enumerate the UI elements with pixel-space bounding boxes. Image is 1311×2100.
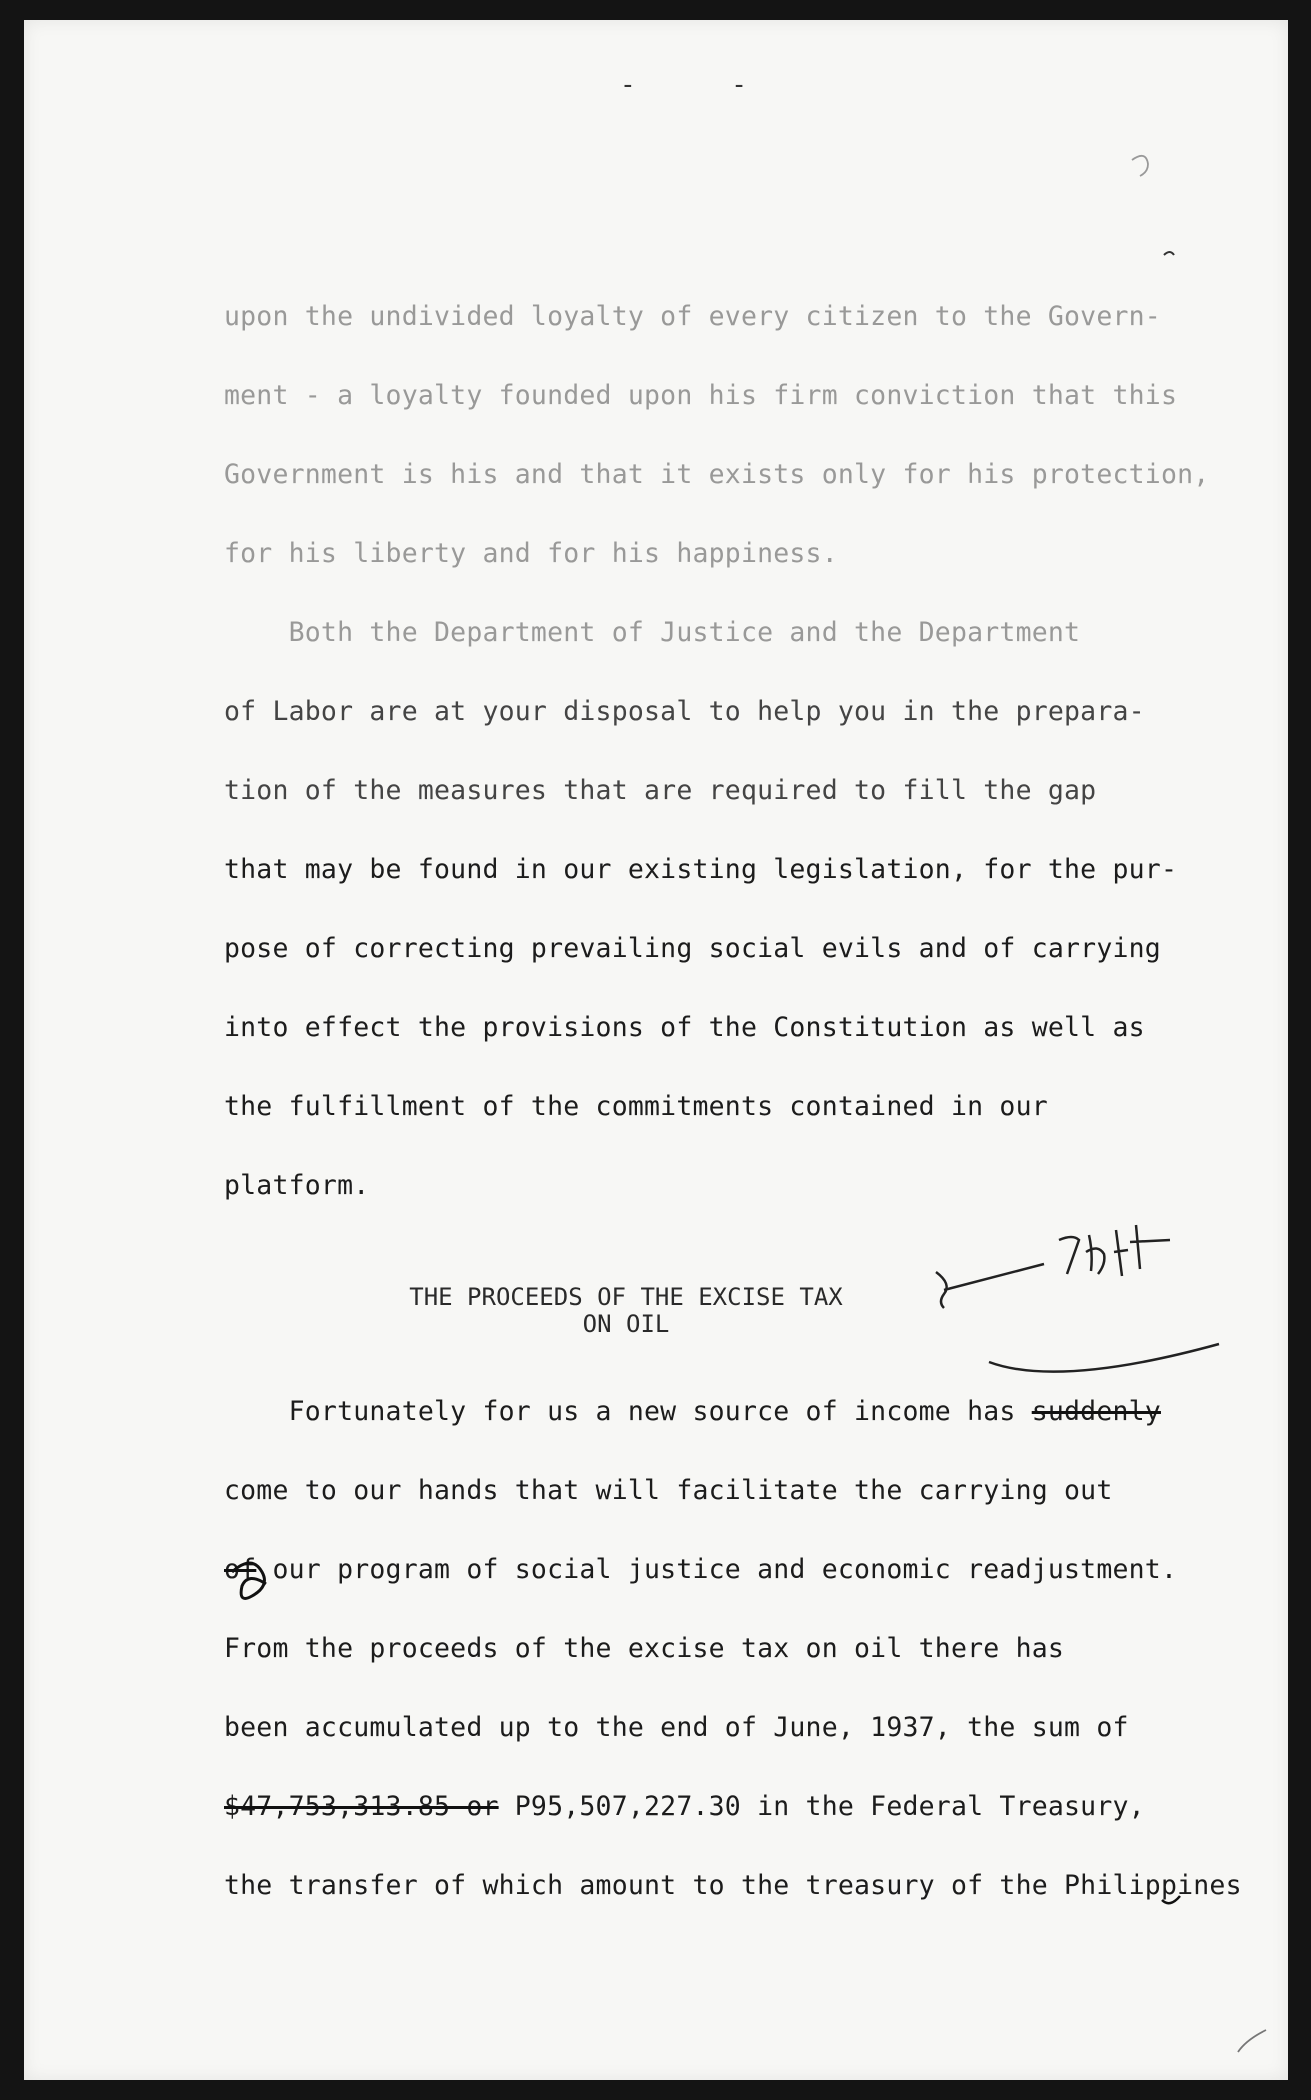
body-line-7: tion of the measures that are required to fill the gap [224,775,1097,806]
body-line-1: upon the undivided loyalty of every citizen to the Govern- [224,301,1161,332]
corner-mark [1238,2030,1266,2052]
underline-flourish [989,1344,1219,1372]
section-line-1-text: Fortunately for us a new source of income has [224,1396,1032,1427]
body-line-11: the fulfillment of the commitments contained in our [224,1091,1048,1122]
section-heading-line-1: THE PROCEEDS OF THE EXCISE TAX [409,1283,843,1311]
body-line-4: for his liberty and for his happiness. [224,538,838,569]
page-marker: - - [620,70,787,100]
section-line-4: From the proceeds of the excise tax on oil there has [224,1633,1065,1664]
body-line-9: pose of correcting prevailing social evils and of carrying [224,933,1161,964]
struck-word-suddenly: suddenly [1031,1396,1161,1427]
handwritten-seven [1059,1237,1079,1274]
body-line-10: into effect the provisions of the Constitution as well as [224,1012,1145,1043]
section-heading-line-2: ON OIL [582,1310,670,1338]
section-line-2: come to our hands that will facilitate the carrying out [224,1475,1113,1506]
faint-margin-mark [1132,156,1148,176]
body-line-3: Government is his and that it exists only for his protection, [224,459,1210,490]
section-line-3-text: our program of social justice and economic readjustment. [256,1554,1178,1585]
body-line-12: platform. [224,1170,370,1201]
section-line-7: the transfer of which amount to the treasury of the Philippines [224,1870,1242,1901]
struck-word-of: of [224,1554,257,1585]
section-line-6 [224,1792,1145,1822]
body-line-8: that may be found in our existing legislation, for the pur- [224,854,1178,885]
document-page [24,20,1288,2080]
handwritten-digits [1086,1235,1104,1274]
body-line-2: ment - a loyalty founded upon his firm conviction that this [224,380,1178,411]
struck-amount-dollars: $47,753,313.85 or [224,1791,499,1822]
body-line-6: of Labor are at your disposal to help you in the prepara- [224,696,1145,727]
section-line-6-text: P95,507,227.30 in the Federal Treasury, [498,1791,1145,1822]
section-line-5: been accumulated up to the end of June, 1937, the sum of [224,1712,1129,1743]
handwritten-date [1114,1225,1170,1276]
margin-scribble [1164,252,1174,255]
body-line-5: Both the Department of Justice and the Department [224,617,1081,648]
section-line-3 [224,1555,1177,1585]
section-line-1 [224,1397,1161,1427]
